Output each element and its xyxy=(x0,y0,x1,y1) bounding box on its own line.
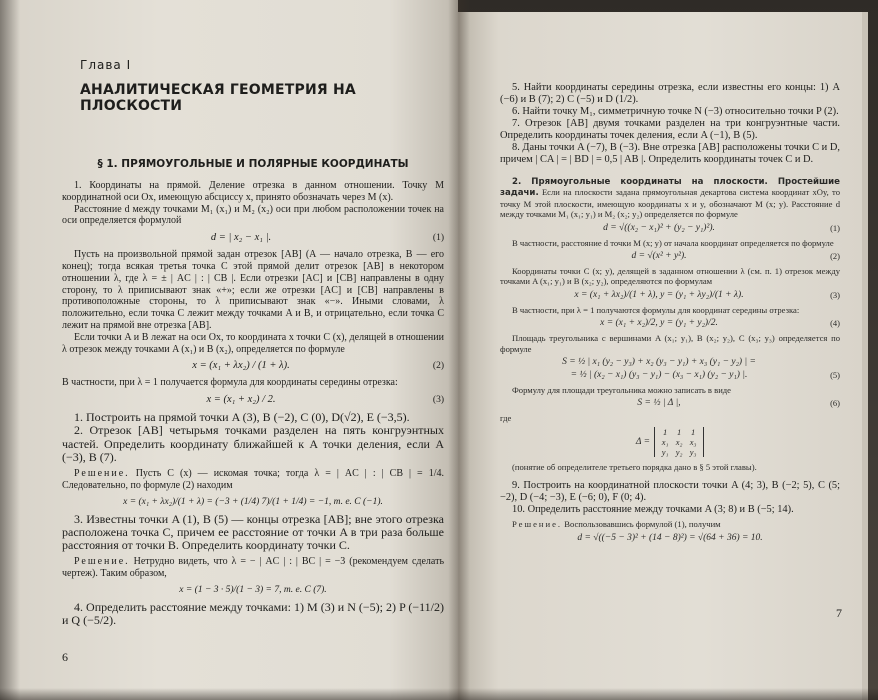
paragraph: Формулу для площади треугольника можно записать в виде xyxy=(512,385,731,396)
formula xyxy=(500,398,840,408)
exercise: 4. Определить расстояние между точками: 1) M (3) и N (−5); 2) P (−11/2) и Q (−5/2). xyxy=(62,599,444,627)
formula xyxy=(500,370,840,380)
formula-text: d = √(x² + y²). xyxy=(631,251,687,262)
page-number: 6 xyxy=(62,650,68,664)
paragraph: Расстояние d между точками M₁ (x₁) и M₂ (x₂) оси при любом расположении точек на оси определяется формулой xyxy=(62,203,444,227)
det-cell: x₃ xyxy=(689,436,697,447)
formula-text: d = | x₂ − x₁ |. xyxy=(210,232,272,244)
exercise: 8. Даны точки A (−7), B (−3). Вне отрезка [AB] расположены точки C и D, причем | CA | = | BD | = 0,5 | AB |. Определить координаты точек C и D. xyxy=(500,142,840,165)
formula xyxy=(500,251,840,261)
det-cell: y₃ xyxy=(689,446,697,457)
exercise: 3. Известны точки A (1), B (5) — концы отрезка [AB]; вне этого отрезка расположена точка C, причем ее расстояние от точки A в три раза больше расстояния от точки B. Определить координату точки C. xyxy=(62,511,444,552)
paragraph: В частности, расстояние d точки M (x; y) от начала координат определяется по формуле xyxy=(512,237,834,248)
paragraph: Координаты точки C (x; y), делящей в заданном отношении λ (см. п. 1) отрезок между точками A (x₁; y₁) и B (x₂; y₂), определяются по формулам xyxy=(500,266,840,287)
paragraph: 1. Координаты на прямой. Деление отрезка в данном отношении. Точку M координатной оси Ox, имеющую абсциссу x, принято обозначать через M (x). xyxy=(62,180,444,203)
formula xyxy=(500,223,840,233)
formula xyxy=(500,290,840,300)
formula-text: x = (x₁ + λx₂) / (1 + λ). xyxy=(192,360,290,372)
formula-number: (1) xyxy=(830,222,840,233)
det-cell: y₁ xyxy=(661,446,669,457)
section-title: § 1. ПРЯМОУГОЛЬНЫЕ И ПОЛЯРНЫЕ КООРДИНАТЫ xyxy=(97,158,409,170)
formula-text: x = (x₁ + x₂)/2, y = (y₁ + y₂)/2. xyxy=(600,318,718,329)
determinant-matrix xyxy=(654,427,704,457)
exercise: 9. Построить на координатной плоскости точки A (4; 3), B (−2; 5), C (5; −2), D (−4; −3), E (−6; 0), F (0; 4). xyxy=(500,480,840,504)
formula-text: x = (1 − 3 · 5)/(1 − 3) = 7, т. е. C (7). xyxy=(179,584,327,595)
exercise: 1. Построить на прямой точки A (3), B (−2), C (0), D(√2), E (−3,5). xyxy=(74,410,410,425)
exercise: 7. Отрезок [AB] двумя точками разделен на три конгруэнтные части. Определить координаты точек деления, если A (−1), B (5). xyxy=(500,118,840,141)
solution-label: Решение. xyxy=(512,519,563,530)
solution-label: Решение. xyxy=(74,467,130,479)
subsection-text: Если на плоскости задана прямоугольная декартова система координат xOy, то точку M этой плоскости, имеющую координаты x и y, обозначают M (x; y). Расстояние d между точками M₁ (x₁; y₁) и M₂ (x₂; y₂) определяется по формуле xyxy=(500,187,840,220)
determinant-row xyxy=(658,427,700,437)
formula xyxy=(62,394,444,405)
subsection-title: 2. Прямоугольные координаты на плоскости. Простейшие задачи. xyxy=(500,177,840,199)
formula-text: x = (x₁ + λx₂)/(1 + λ) = (−3 + (1/4) 7)/(1 + 1/4) = −1, т. е. C (−1). xyxy=(123,496,383,507)
paragraph: Пусть на произвольной прямой задан отрезок [AB] (A — начало отрезка, B — его конец); тогда всякая третья точка C этой прямой делит отрезок [AB] в некотором отношении λ, где λ = ± | AC | : | CB |. Если отрезки [AC] и [CB] направлены в одну сторону, то λ приписывают знак «+»; если же отрезки [AC] и [CB] направлены в противоположные стороны, то λ приписывают знак «−». Иными словами, λ положительно, если точка C лежит между точками A и B, и отрицательно, если точка C лежит на прямой вне отрезка [AB]. xyxy=(62,249,444,331)
det-cell: y₂ xyxy=(675,446,683,457)
formula xyxy=(62,360,444,371)
formula-number: (6) xyxy=(830,398,840,409)
formula-text: S = ½ | x₁ (y₂ − y₃) + x₂ (y₃ − y₁) + x₃ (y₁ − y₂) | = xyxy=(562,357,756,368)
formula xyxy=(62,497,444,507)
det-cell: 1 xyxy=(662,426,668,437)
formula xyxy=(62,232,444,243)
paragraph: В частности, при λ = 1 получаются формулы для координат середины отрезка: xyxy=(512,304,800,315)
formula-text: d = √((x₂ − x₁)² + (y₂ − y₁)²). xyxy=(603,222,715,233)
formula-number: (3) xyxy=(432,394,444,405)
determinant-row xyxy=(658,447,700,457)
subsection xyxy=(500,176,840,220)
solution-text: Нетрудно видеть, что λ = − | AC | : | BC | = −3 (рекомендуем сделать чертеж). Таким образом, xyxy=(62,556,445,579)
solution xyxy=(62,556,444,580)
formula xyxy=(500,318,840,328)
exercise: 10. Определить расстояние между точками A (3; 8) и B (−5; 14). xyxy=(512,504,794,516)
solution xyxy=(500,519,840,529)
formula-text: d = √((−5 − 3)² + (14 − 8)²) = √(64 + 36) = 10. xyxy=(577,532,763,543)
solution-text: Пусть C (x) — искомая точка; тогда λ = | AC | : | CB | = 1/4. Следовательно, по формуле (2) находим xyxy=(62,467,444,491)
det-cell: x₂ xyxy=(675,436,683,447)
det-cell: 1 xyxy=(676,426,682,437)
formula xyxy=(62,585,444,595)
det-cell: 1 xyxy=(690,426,696,437)
exercise: 6. Найти точку M₁, симметричную точке N (−3) относительно точки P (2). xyxy=(512,106,839,117)
paragraph: Если точки A и B лежат на оси Ox, то координата x точки C (x), делящей в отношении λ отрезок между точками A (x₁) и B (x₂), определяется по формуле xyxy=(62,331,444,355)
paragraph: где xyxy=(500,413,512,424)
paragraph: (понятие об определителе третьего порядка дано в § 5 этой главы). xyxy=(512,461,757,472)
page-number: 7 xyxy=(836,606,842,620)
paragraph: Площадь треугольника с вершинами A (x₁; y₁), B (x₂; y₂), C (x₃; y₃) определяется по формуле xyxy=(500,333,840,354)
formula-number: (1) xyxy=(432,232,444,243)
chapter-title: АНАЛИТИЧЕСКАЯ ГЕОМЕТРИЯ НА ПЛОСКОСТИ xyxy=(80,82,356,114)
det-cell: x₁ xyxy=(661,436,669,447)
formula-number: (5) xyxy=(830,370,840,381)
formula-number: (3) xyxy=(830,289,840,300)
determinant-label: Δ = xyxy=(635,436,651,447)
solution-text: Воспользовавшись формулой (1), получим xyxy=(564,519,721,530)
exercise: 5. Найти координаты середины отрезка, если известны его концы: 1) A (−6) и B (7); 2) C (−5) и D (1/2). xyxy=(500,82,840,105)
formula xyxy=(500,357,840,367)
right-page xyxy=(458,12,868,700)
formula-text: x = (x₁ + x₂) / 2. xyxy=(206,394,276,406)
formula-number: (4) xyxy=(830,318,840,329)
page-edge-shadow xyxy=(0,688,878,700)
formula-text: S = ½ | Δ |, xyxy=(637,398,681,409)
formula-text: x = (x₁ + λx₂)/(1 + λ), y = (y₁ + λy₂)/(1 + λ). xyxy=(574,289,744,300)
determinant-row xyxy=(658,437,700,447)
paragraph: В частности, при λ = 1 получается формула для координаты середины отрезка: xyxy=(62,377,398,389)
exercise: 2. Отрезок [AB] четырьмя точками разделен на пять конгруэнтных частей. Определить координату ближайшей к A точки деления, если A (−3), B (7). xyxy=(62,423,444,464)
determinant xyxy=(500,427,840,457)
page-edge-shadow xyxy=(0,0,20,700)
formula-number: (2) xyxy=(830,251,840,262)
chapter-label: Глава I xyxy=(80,58,132,72)
solution-label: Решение. xyxy=(74,556,130,568)
formula-text: = ½ | (x₂ − x₁) (y₃ − y₁) − (x₃ − x₁) (y₂ − y₁) |. xyxy=(570,370,748,381)
formula xyxy=(500,533,840,543)
formula-number: (2) xyxy=(432,360,444,371)
solution xyxy=(62,468,444,492)
